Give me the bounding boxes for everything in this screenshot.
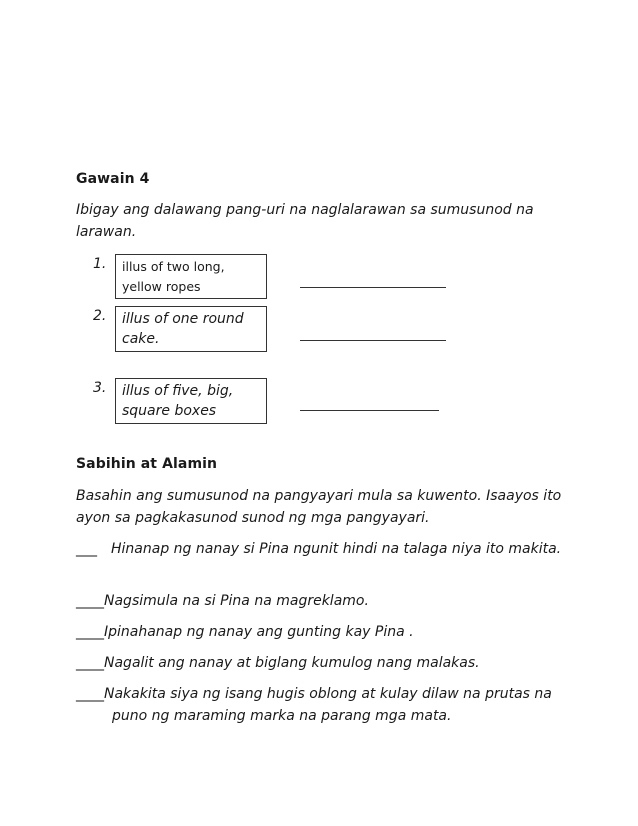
illustration-box-line: illus of two long,: [122, 259, 225, 274]
event-text: Nakakita siya ng isang hugis oblong at kulay dilaw na prutas na puno ng maraming marka na parang mga mata.: [104, 686, 552, 724]
section-title-gawain: Gawain 4: [76, 171, 150, 187]
event-item: [76, 683, 566, 727]
illustration-box-line: square boxes: [122, 403, 217, 419]
illustration-box-line: illus of five, big,: [122, 383, 234, 399]
illustration-box: [115, 254, 267, 299]
event-blank: ____: [76, 655, 104, 671]
illustration-box: [115, 306, 267, 352]
answer-line: [300, 410, 439, 411]
section-title-sabihin: Sabihin at Alamin: [76, 456, 218, 472]
event-item: [76, 652, 566, 674]
event-text: Ipinahanap ng nanay ang gunting kay Pina .: [104, 624, 414, 640]
illustration-box-line: cake.: [122, 331, 160, 347]
event-blank: ___: [76, 541, 97, 557]
event-text: Nagsimula na si Pina na magreklamo.: [104, 593, 369, 609]
answer-line: [300, 340, 446, 341]
item-number: 2.: [93, 308, 107, 324]
event-blank: ____: [76, 686, 104, 702]
illustration-box: [115, 378, 267, 424]
sabihin-instruction: Basahin ang sumusunod na pangyayari mula sa kuwento. Isaayos ito ayon sa pagkakasunod sunod ng mga pangyayari.: [76, 488, 562, 526]
answer-line: [300, 287, 446, 288]
event-item: [76, 621, 566, 643]
item-number: 1.: [93, 256, 107, 272]
illustration-box-line: yellow ropes: [122, 279, 201, 294]
illustration-box-line: illus of one round: [122, 311, 244, 327]
event-text: Nagalit ang nanay at biglang kumulog nang malakas.: [104, 655, 480, 671]
event-item: [76, 538, 566, 560]
event-blank: ____: [76, 624, 104, 640]
gawain-instruction: Ibigay ang dalawang pang-uri na naglalarawan sa sumusunod na larawan.: [76, 202, 534, 240]
event-item: [76, 590, 566, 612]
event-blank: ____: [76, 593, 104, 609]
item-number: 3.: [93, 380, 107, 396]
event-text: Hinanap ng nanay si Pina ngunit hindi na talaga niya ito makita.: [111, 541, 562, 557]
